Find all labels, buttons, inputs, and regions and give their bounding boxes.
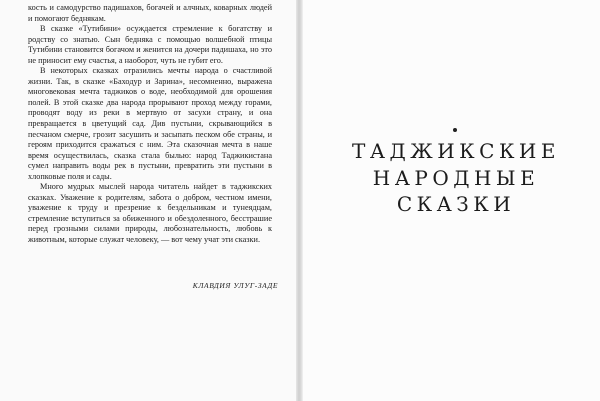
left-page — [0, 0, 296, 401]
preface-text — [28, 3, 272, 246]
paragraph: В сказке «Тутибини» осуждается стремление к богатству и родству со знатью. Сын бедняка с помощью волшебной птицы Тутибини становится богачом и женится на дочери падишаха, но это не приносит ему счастья, а наоборот, чуть не губит его. — [28, 24, 272, 65]
paragraph: В некоторых сказках отразились мечты народа о счастливой жизни. Так, в сказке «Баходур и Зарина», несомненно, выражена многовековая мечта таджиков о воде, необходимой для орошения полей. В этой сказке два народа прорывают проход между горами, проводят воду из реки в мертвую от засухи страну, и она превращается в цветущий сад. Див пустыни, скрывающийся в песчаном смерче, грозит засушить и засыпать песком обе страны, и героям приходится сражаться с ним. Эта сказочная мечта в наше время осуществилась, сказка стала былью: народ Таджикистана сумел направить воды рек в пустыни, превратить эти пустыни в хлопковые поля и сады. — [28, 66, 272, 181]
title-line: СКАЗКИ — [396, 192, 516, 216]
paragraph: кость и самодурство падишахов, богачей и алчных, коварных людей и помогают беднякам. — [28, 3, 272, 23]
title-line: ТАДЖИКСКИЕ — [352, 139, 560, 163]
ornament-dot — [453, 128, 457, 132]
paragraph: Много мудрых мыслей народа читатель найдет в таджикских сказках. Уважение к родителям, забота о добром, честном имени, уважение к труду и презрение к бездельникам и тунеядцам, стремление вступиться за обиженного и обездоленного, бесстрашие перед грозными силами природы, любознательность, любовь к животным, которые служат человеку, — вот чему учат эти сказки. — [28, 182, 272, 245]
title-line: НАРОДНЫЕ — [372, 165, 540, 190]
author-signature: КЛАВДИЯ УЛУГ-ЗАДЕ — [192, 281, 278, 290]
book-title — [340, 138, 572, 218]
book-gutter — [296, 0, 303, 401]
